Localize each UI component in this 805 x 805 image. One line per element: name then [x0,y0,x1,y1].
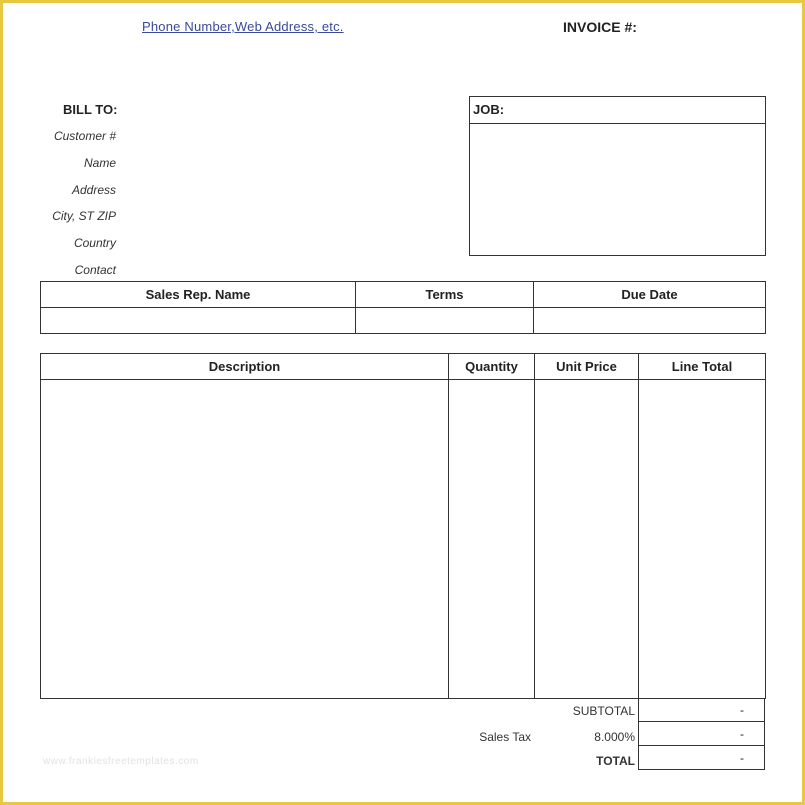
total-value: - [638,746,765,770]
sales-tax-value: - [638,722,765,746]
customer-number-label: Customer # [53,129,116,143]
total-label: TOTAL [596,754,635,768]
due-date-header: Due Date [534,282,766,308]
sales-tax-label: Sales Tax [479,730,531,744]
sales-rep-header: Sales Rep. Name [41,282,356,308]
terms-cell[interactable] [356,308,534,334]
country-label: Country [73,236,116,250]
job-box [469,96,766,256]
name-label: Name [83,156,116,170]
quantity-header: Quantity [449,354,535,380]
unit-price-column[interactable] [535,380,639,699]
terms-header: Terms [356,282,534,308]
line-total-header: Line Total [639,354,766,380]
subtotal-label: SUBTOTAL [572,704,635,718]
address-label: Address [71,183,116,197]
description-header: Description [41,354,449,380]
quantity-column[interactable] [449,380,535,699]
sales-rep-cell[interactable] [41,308,356,334]
contact-label: Contact [74,263,116,277]
invoice-number-label: INVOICE #: [563,19,637,35]
watermark: www.frankiesfreetemplates.com [43,756,199,767]
contact-info-link[interactable]: Phone Number,Web Address, etc. [142,19,344,34]
job-heading: JOB: [470,97,765,124]
description-column[interactable] [41,380,449,699]
job-details-area[interactable] [470,124,765,255]
bill-to-heading: BILL TO: [63,102,118,117]
due-date-cell[interactable] [534,308,766,334]
city-state-zip-label: City, ST ZIP [52,209,116,223]
line-items-table [40,353,766,699]
sales-info-table [40,281,766,334]
line-total-column[interactable] [639,380,766,699]
subtotal-value: - [638,698,765,722]
unit-price-header: Unit Price [535,354,639,380]
sales-tax-rate[interactable]: 8.000% [594,730,635,744]
